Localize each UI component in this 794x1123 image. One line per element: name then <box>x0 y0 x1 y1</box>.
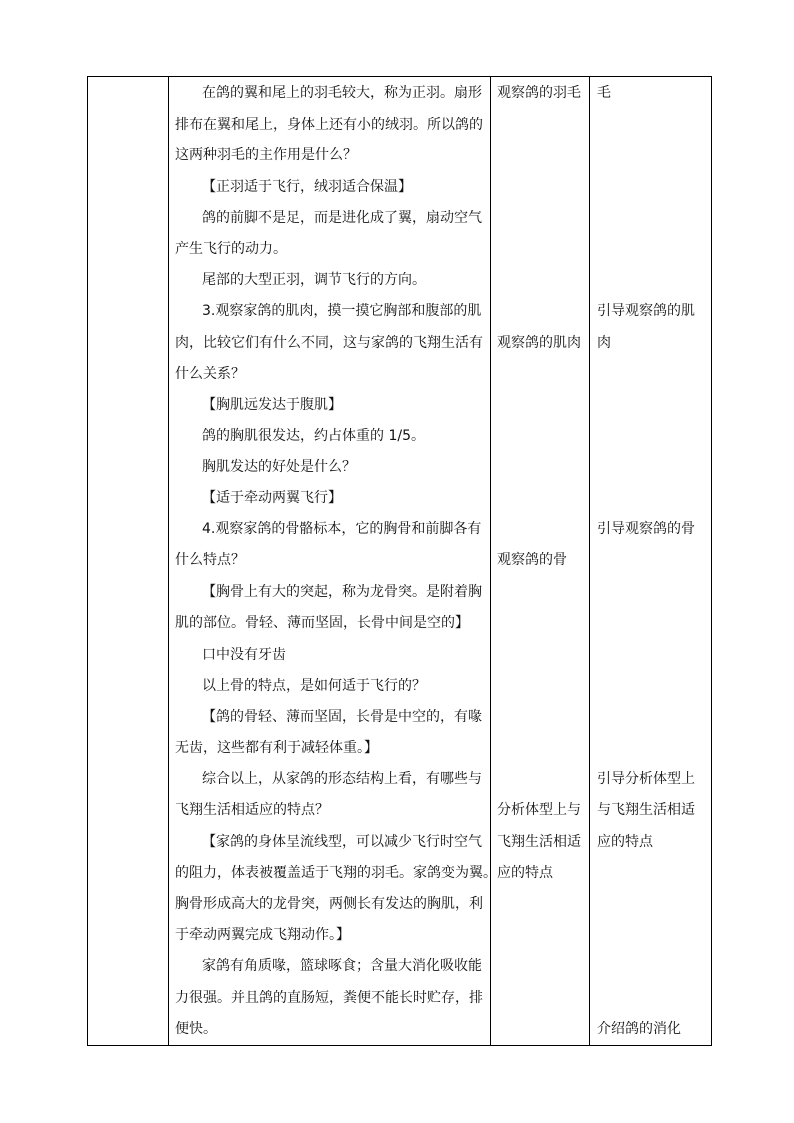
content-line: 胸骨形成高大的龙骨突，两侧长有发达的胸肌，利 <box>175 896 483 912</box>
content-line: 便快。 <box>175 1021 217 1037</box>
content-line: 力很强。并且鸽的直肠短，粪便不能长时贮存，排 <box>175 990 483 1006</box>
intent-line: 介绍鸽的消化 <box>597 1021 681 1037</box>
intent-line: 肉 <box>597 335 611 351</box>
content-line: 飞翔生活相适应的特点？ <box>175 802 329 818</box>
content-line: 鸽的胸肌很发达，约占体重的 1/5。 <box>202 428 425 444</box>
content-line: 这两种羽毛的主作用是什么？ <box>175 147 357 163</box>
intent-line: 引导观察鸽的肌 <box>597 303 695 319</box>
intent-line: 应的特点 <box>597 834 653 850</box>
activity-line: 观察鸽的骨 <box>497 552 567 568</box>
student-activity-cell <box>491 77 590 1046</box>
content-line: 【正羽适于飞行，绒羽适合保温】 <box>202 179 412 195</box>
content-line: 【家鸽的身体呈流线型，可以减少飞行时空气 <box>202 834 482 850</box>
activity-line: 应的特点 <box>497 865 553 881</box>
intent-line: 引导分析体型上 <box>597 771 695 787</box>
table-row <box>88 77 712 1046</box>
content-line: 胸肌发达的好处是什么？ <box>202 459 356 475</box>
content-line: 3.观察家鸽的肌肉，摸一摸它胸部和腹部的肌 <box>202 303 482 319</box>
content-line: 【鸽的骨轻、薄而坚固，长骨是中空的，有喙 <box>202 709 482 725</box>
lesson-plan-table <box>87 76 712 1046</box>
activity-line: 观察鸽的羽毛 <box>497 85 581 101</box>
content-line: 尾部的大型正羽，调节飞行的方向。 <box>202 272 426 288</box>
content-line: 肉，比较它们有什么不同，这与家鸽的飞翔生活有 <box>175 335 483 351</box>
content-line: 口中没有牙齿 <box>202 647 286 663</box>
content-line: 家鸽有角质喙，篮球啄食；含量大消化吸收能 <box>202 958 482 974</box>
content-line: 什么关系？ <box>175 366 245 382</box>
content-line: 【胸骨上有大的突起，称为龙骨突。是附着胸 <box>202 584 482 600</box>
content-line: 排布在翼和尾上，身体上还有小的绒羽。所以鸽的 <box>175 117 483 133</box>
activity-line: 观察鸽的肌肉 <box>497 335 581 351</box>
content-line: 【胸肌远发达于腹肌】 <box>202 397 342 413</box>
design-intent-cell <box>590 77 712 1046</box>
content-line: 综合以上，从家鸽的形态结构上看，有哪些与 <box>202 771 482 787</box>
teaching-content-cell <box>169 77 497 1046</box>
intent-line: 毛 <box>597 85 611 101</box>
content-line: 无齿，这些都有利于减轻体重。】 <box>175 740 378 756</box>
intent-line: 与飞翔生活相适 <box>597 802 695 818</box>
content-line: 【适于牵动两翼飞行】 <box>202 490 342 506</box>
content-line: 肌的部位。骨轻、薄而坚固，长骨中间是空的】 <box>175 615 469 631</box>
intent-line: 引导观察鸽的骨 <box>597 521 695 537</box>
blank-column-cell <box>88 77 169 1046</box>
content-line: 什么特点？ <box>175 552 245 568</box>
content-line: 在鸽的翼和尾上的羽毛较大，称为正羽。扇形 <box>202 85 482 101</box>
content-line: 于牵动两翼完成飞翔动作。】 <box>175 927 350 943</box>
content-line: 鸽的前脚不是足，而是进化成了翼，扇动空气 <box>202 210 482 226</box>
activity-line: 分析体型上与 <box>497 802 581 818</box>
activity-line: 飞翔生活相适 <box>497 834 581 850</box>
content-line: 产生飞行的动力。 <box>175 241 287 257</box>
content-line: 以上骨的特点，是如何适于飞行的？ <box>202 678 426 694</box>
content-line: 的阻力，体表被覆盖适于飞翔的羽毛。家鸽变为翼。 <box>175 865 497 881</box>
content-line: 4.观察家鸽的骨骼标本，它的胸骨和前脚各有 <box>202 521 482 537</box>
